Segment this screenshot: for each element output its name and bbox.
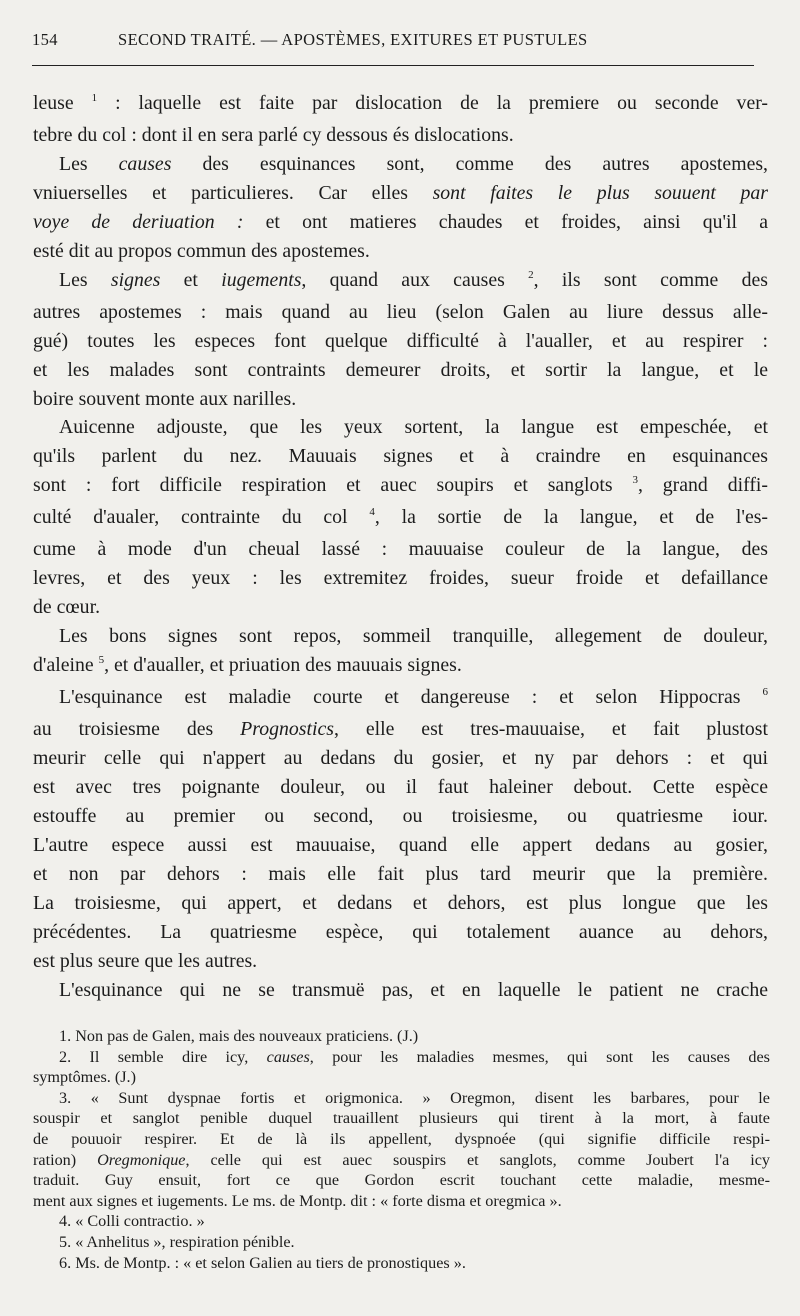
text-line: d'aleine $^5$, et d'aualler, et priuation des mauuais signes. [33, 654, 462, 677]
text-line: tebre du col : dont il en sera parlé cy dessous és dislocations. [33, 123, 514, 146]
text-line: esté dit au propos commun des apostemes. [33, 239, 370, 262]
text-line: Auicenne adjouste, que les yeux sortent, la langue est empeschée, et [59, 416, 768, 439]
footnote-2-cont: symptômes. (J.) [33, 1068, 136, 1087]
text-line: culté d'aualer, contrainte du col $^4$, la sortie de la langue, et de l'es- [33, 506, 769, 529]
text-line: et les malades sont contraints demeurer droits, et sortir la langue, et le [33, 358, 768, 381]
text-line: de cœur. [33, 596, 101, 619]
footnote-3-cont: ration) Oregmonique, celle qui est auec souspirs et sanglots, comme Joubert l'a icy [33, 1150, 770, 1169]
text-line: L'esquinance qui ne se transmuë pas, et en laquelle le patient ne crache [59, 978, 768, 1001]
footnote-5: 5. « Anhelitus », respiration pénible. [59, 1232, 295, 1251]
text-line: Les causes des esquinances sont, comme des autres apostemes, [59, 152, 768, 175]
text-line: Les bons signes sont repos, sommeil tranquille, allegement de douleur, [59, 625, 768, 648]
header-rule [32, 65, 754, 66]
footnote-3-cont: traduit. Guy ensuit, fort ce que Gordon escrit touchant cette maladie, mesme- [33, 1171, 770, 1190]
running-title: SECOND TRAITÉ. — APOSTÈMES, EXITURES ET PUSTULES [118, 30, 588, 49]
footnote-3-cont: ment aux signes et iugements. Le ms. de Montp. dit : « forte disma et oregmica ». [33, 1191, 562, 1210]
footnote-6: 6. Ms. de Montp. : « et selon Galien au tiers de pronostiques ». [59, 1253, 466, 1272]
text-line: qu'ils parlent du nez. Mauuais signes et à craindre en esquinances [33, 445, 768, 468]
text-line: est avec tres poignante douleur, ou il faut haleiner debout. Cette espèce [33, 775, 768, 798]
text-line: L'autre espece aussi est mauuaise, quand elle appert dedans au gosier, [33, 833, 768, 856]
text-line: estouffe au premier ou second, ou troisiesme, ou quatriesme iour. [33, 804, 768, 827]
text-line: levres, et des yeux : les extremitez froides, sueur froide et defaillance [33, 567, 768, 590]
footnote-ref: 1 [91, 92, 98, 104]
footnote-3: 3. « Sunt dyspnae fortis et origmonica. » Oregmon, disent les barbares, pour le [59, 1088, 770, 1107]
text-line: sont : fort difficile respiration et auec soupirs et sanglots $^3$, grand diffi- [33, 474, 768, 497]
footnote-ref: 2 [528, 268, 534, 281]
footnote-1: 1. Non pas de Galen, mais des nouveaux praticiens. (J.) [59, 1027, 419, 1045]
text-line: et non par dehors : mais elle fait plus tard meurir que la première. [33, 862, 768, 885]
text-line: est plus seure que les autres. [33, 949, 258, 972]
text-line: Les signes et iugements, quand aux causes $^2$, ils sont comme des [59, 268, 768, 291]
footnotes [33, 1026, 770, 1273]
text-line: boire souvent monte aux narilles. [33, 387, 297, 410]
footnote-3-cont: de pouuoir respirer. Et de là ils appellent, dyspnoée (qui signifie difficile respi- [33, 1129, 770, 1148]
text-line: précédentes. La quatriesme espèce, qui totalement auance au dehors, [33, 920, 768, 943]
page-number: 154 [32, 30, 58, 49]
main-text [33, 89, 768, 1005]
footnote-ref: 5 [98, 654, 105, 667]
footnote-ref: 4 [369, 506, 375, 519]
text-line: gué) toutes les especes font quelque difficulté à l'aualler, et au respirer : [33, 329, 768, 352]
footnote-ref: 3 [632, 474, 638, 487]
footnote-ref: 6 [762, 686, 768, 699]
footnote-3-cont: souspir et sanglot penible duquel trauaillent plusieurs qui tirent à la mort, à faute [33, 1109, 770, 1128]
text-line: voye de deriuation : et ont matieres chaudes et froides, ainsi qu'il a [33, 210, 769, 233]
text-line: vniuerselles et particulieres. Car elles sont faites le plus souuent par [33, 181, 769, 204]
text-line: L'esquinance est maladie courte et dangereuse : et selon Hippocras $^6$ [59, 686, 768, 709]
text-line: meurir celle qui n'appert au dedans du gosier, et ny par dehors : et qui [33, 746, 768, 769]
text-line: cume à mode d'un cheual lassé : mauuaise couleur de la langue, des [33, 538, 768, 561]
text-line: La troisiesme, qui appert, et dedans et dehors, est plus longue que les [33, 891, 768, 914]
text-line: autres apostemes : mais quand au lieu (selon Galen au liure dessus alle- [33, 300, 768, 323]
text-line: leuse $^1$ : laquelle est faite par dislocation de la premiere ou seconde ver- [33, 92, 769, 114]
text-line: au troisiesme des Prognostics, elle est tres-mauuaise, et fait plustost [33, 718, 768, 741]
footnote-2: 2. Il semble dire icy, causes, pour les maladies mesmes, qui sont les causes des [59, 1047, 770, 1066]
footnote-4: 4. « Colli contractio. » [59, 1212, 205, 1231]
